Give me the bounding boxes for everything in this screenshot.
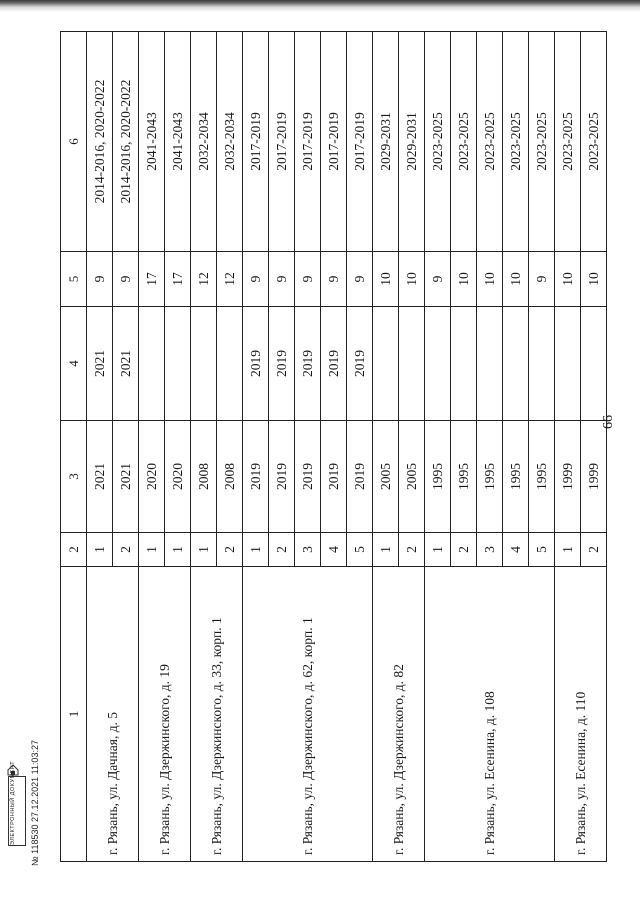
cell-c6: 2023-2025: [503, 32, 529, 252]
cell-c6: 2029-2031: [373, 32, 399, 252]
cell-c3: 2019: [295, 421, 321, 533]
cell-c6: 2032-2034: [217, 32, 243, 252]
cell-c3: 2021: [113, 421, 139, 533]
cell-c4: [555, 307, 581, 421]
header-cell: 6: [61, 32, 87, 252]
cell-c2: 1: [373, 533, 399, 567]
cell-c3: 2020: [139, 421, 165, 533]
cell-c3: 2019: [321, 421, 347, 533]
cell-c3: 2008: [217, 421, 243, 533]
cell-c3: 2005: [399, 421, 425, 533]
cell-c5: 9: [425, 252, 451, 307]
header-cell: 2: [61, 533, 87, 567]
cell-c6: 2041-2043: [139, 32, 165, 252]
cell-c5: 17: [139, 252, 165, 307]
cell-c2: 3: [295, 533, 321, 567]
cell-c6: 2041-2043: [165, 32, 191, 252]
cell-c5: 10: [373, 252, 399, 307]
cell-c4: [399, 307, 425, 421]
table-header-row: [61, 32, 87, 862]
cell-c5: 10: [503, 252, 529, 307]
address-cell: г. Рязань, ул. Дзержинского, д. 33, корп. 1: [191, 567, 243, 862]
page-number: 66: [601, 415, 616, 429]
cell-c5: 9: [295, 252, 321, 307]
address-cell: г. Рязань, ул. Дзержинского, д. 19: [139, 567, 191, 862]
cell-c6: 2017-2019: [347, 32, 373, 252]
cell-c2: 2: [113, 533, 139, 567]
cell-c5: 9: [529, 252, 555, 307]
cell-c4: [165, 307, 191, 421]
address-cell: г. Рязань, ул. Дзержинского, д. 62, корп. 1: [243, 567, 373, 862]
cell-c4: [581, 307, 607, 421]
table-body: [61, 32, 607, 862]
cell-c2: 2: [269, 533, 295, 567]
cell-c2: 1: [555, 533, 581, 567]
cell-c2: 2: [451, 533, 477, 567]
cell-c5: 12: [191, 252, 217, 307]
cell-c3: 1995: [425, 421, 451, 533]
table-row: [425, 32, 451, 862]
cell-c6: 2023-2025: [529, 32, 555, 252]
cell-c5: 10: [581, 252, 607, 307]
cell-c4: [477, 307, 503, 421]
cell-c6: 2029-2031: [399, 32, 425, 252]
address-cell: г. Рязань, ул. Дачная, д. 5: [87, 567, 139, 862]
cell-c6: 2017-2019: [295, 32, 321, 252]
header-cell: 5: [61, 252, 87, 307]
cell-c4: 2019: [347, 307, 373, 421]
header-cell: 1: [61, 567, 87, 862]
table-row: [139, 32, 165, 862]
cell-c4: 2019: [321, 307, 347, 421]
cell-c3: 1995: [503, 421, 529, 533]
stamp-number: № 118530: [30, 824, 40, 866]
cell-c6: 2032-2034: [191, 32, 217, 252]
cell-c4: [529, 307, 555, 421]
header-cell: 3: [61, 421, 87, 533]
cell-c3: 1995: [529, 421, 555, 533]
cell-c6: 2023-2025: [477, 32, 503, 252]
cell-c2: 3: [477, 533, 503, 567]
cell-c4: [425, 307, 451, 421]
cell-c4: [503, 307, 529, 421]
cell-c4: 2021: [87, 307, 113, 421]
cell-c2: 1: [165, 533, 191, 567]
cell-c2: 2: [581, 533, 607, 567]
cell-c3: 2019: [347, 421, 373, 533]
table-row: [555, 32, 581, 862]
cell-c3: 2019: [269, 421, 295, 533]
cell-c2: 5: [347, 533, 373, 567]
rotated-page: [60, 32, 601, 862]
cell-c5: 9: [321, 252, 347, 307]
cell-c3: 2021: [87, 421, 113, 533]
cell-c3: 1995: [451, 421, 477, 533]
cell-c4: [139, 307, 165, 421]
cell-c2: 2: [217, 533, 243, 567]
stamp-text: [30, 740, 40, 866]
table-row: [373, 32, 399, 862]
housing-table: [60, 31, 607, 862]
cell-c5: 10: [477, 252, 503, 307]
cell-c5: 17: [165, 252, 191, 307]
cell-c3: 2005: [373, 421, 399, 533]
cell-c5: 9: [87, 252, 113, 307]
cell-c6: 2023-2025: [555, 32, 581, 252]
cell-c4: 2019: [295, 307, 321, 421]
cell-c4: 2019: [243, 307, 269, 421]
stamp-datetime: 27.12.2021 11:03:27: [30, 740, 40, 822]
stamp-logo: [8, 760, 26, 846]
cell-c6: 2017-2019: [269, 32, 295, 252]
cell-c6: 2023-2025: [581, 32, 607, 252]
cell-c4: 2019: [269, 307, 295, 421]
cell-c6: 2014-2016, 2020-2022: [87, 32, 113, 252]
address-cell: г. Рязань, ул. Есенина, д. 110: [555, 567, 607, 862]
cell-c2: 1: [87, 533, 113, 567]
cell-c6: 2023-2025: [425, 32, 451, 252]
cell-c5: 9: [243, 252, 269, 307]
cell-c2: 1: [425, 533, 451, 567]
table-row: [243, 32, 269, 862]
cell-c4: [217, 307, 243, 421]
cell-c5: 10: [451, 252, 477, 307]
cell-c5: 10: [399, 252, 425, 307]
cell-c5: 12: [217, 252, 243, 307]
cell-c6: 2017-2019: [321, 32, 347, 252]
table-row: [87, 32, 113, 862]
cell-c3: 1995: [477, 421, 503, 533]
cell-c5: 9: [269, 252, 295, 307]
cell-c6: 2017-2019: [243, 32, 269, 252]
cell-c3: 1999: [581, 421, 607, 533]
stamp-logo-text: ЭЛЕКТРОННЫЙ ДОКУМЕНТ: [10, 760, 16, 845]
cell-c2: 4: [321, 533, 347, 567]
cell-c4: 2021: [113, 307, 139, 421]
cell-c6: 2014-2016, 2020-2022: [113, 32, 139, 252]
cell-c2: 1: [139, 533, 165, 567]
cell-c2: 2: [399, 533, 425, 567]
scan-top-edge: [0, 0, 640, 12]
cell-c3: 2008: [191, 421, 217, 533]
table-row: [191, 32, 217, 862]
cell-c2: 1: [191, 533, 217, 567]
cell-c3: 2019: [243, 421, 269, 533]
cell-c3: 2020: [165, 421, 191, 533]
cell-c4: [373, 307, 399, 421]
header-cell: 4: [61, 307, 87, 421]
cell-c3: 1999: [555, 421, 581, 533]
cell-c2: 4: [503, 533, 529, 567]
cell-c2: 1: [243, 533, 269, 567]
cell-c5: 10: [555, 252, 581, 307]
cell-c4: [191, 307, 217, 421]
cell-c5: 9: [113, 252, 139, 307]
address-cell: г. Рязань, ул. Дзержинского, д. 82: [373, 567, 425, 862]
cell-c4: [451, 307, 477, 421]
cell-c5: 9: [347, 252, 373, 307]
cell-c2: 5: [529, 533, 555, 567]
address-cell: г. Рязань, ул. Есенина, д. 108: [425, 567, 555, 862]
cell-c6: 2023-2025: [451, 32, 477, 252]
